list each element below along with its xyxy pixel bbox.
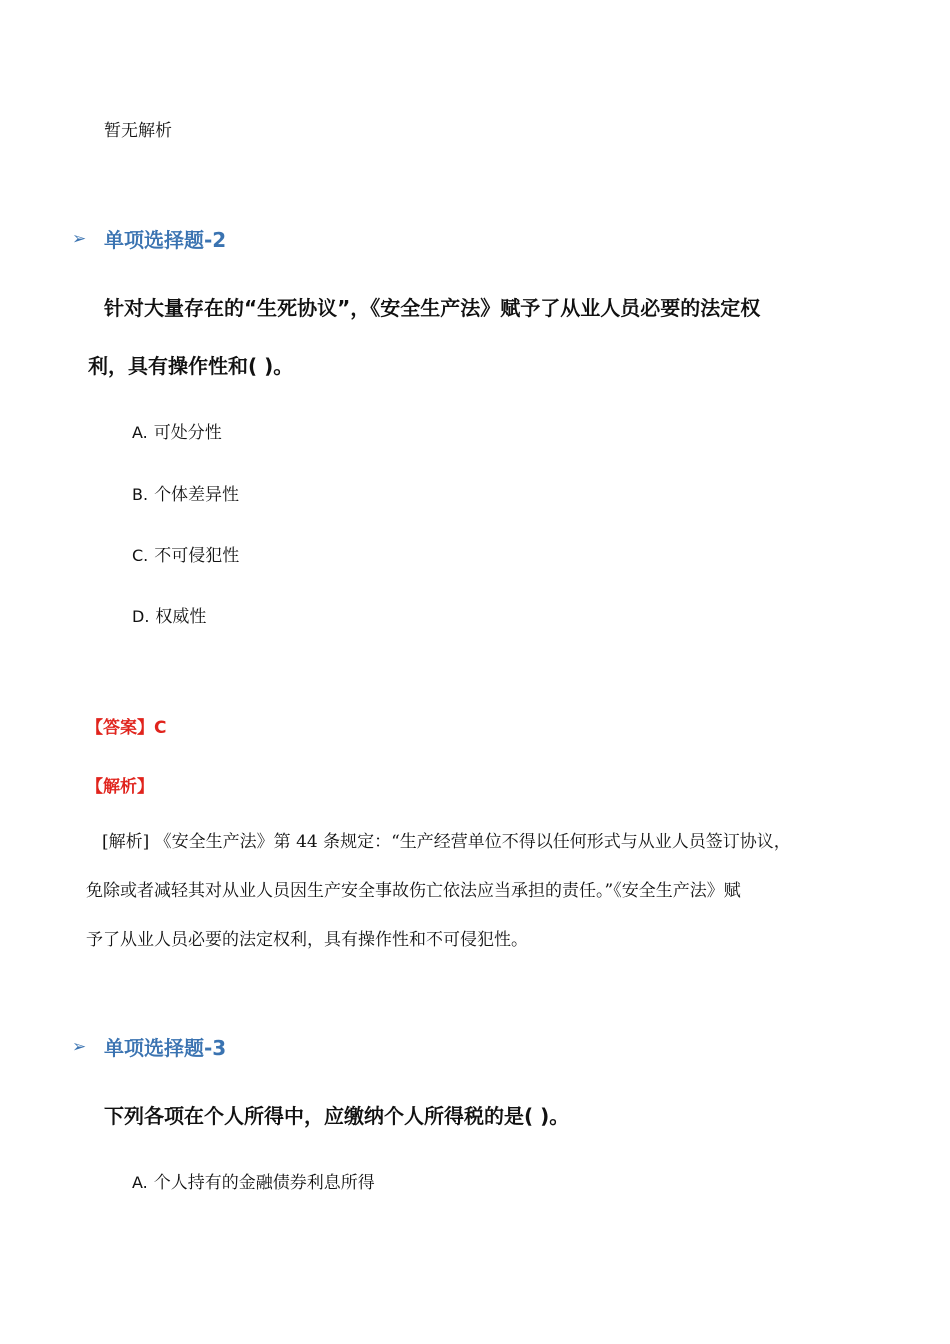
analysis-line-1: [解析] 《安全生产法》第 44 条规定：“生产经营单位不得以任何形式与从业人员签订协议， — [102, 832, 791, 852]
option-letter: A. — [132, 423, 148, 442]
option-text: 权威性 — [155, 607, 207, 627]
option-letter: B. — [132, 485, 149, 504]
previous-analysis-note: 暂无解析 — [104, 121, 172, 141]
section-heading-3 — [72, 1032, 226, 1061]
option-letter: C. — [132, 546, 149, 565]
section-heading-label: 单项选择题-2 — [104, 228, 227, 252]
option-text: 可处分性 — [153, 423, 222, 443]
option-letter: A. — [132, 1173, 148, 1192]
analysis-label: 【解析】 — [86, 777, 154, 797]
option-d — [132, 602, 206, 627]
option-letter: D. — [132, 607, 150, 626]
section-heading-label: 单项选择题-3 — [104, 1036, 227, 1060]
option-b — [132, 480, 239, 505]
option-text: 不可侵犯性 — [154, 546, 240, 566]
question-2-line-1: 针对大量存在的“生死协议”，《安全生产法》赋予了从业人员必要的法定权 — [104, 296, 761, 320]
option-a — [132, 1168, 375, 1193]
analysis-line-2: 免除或者减轻其对从业人员因生产安全事故伤亡依法应当承担的责任。”《安全生产法》赋 — [86, 881, 741, 901]
answer-label: 【答案】C — [86, 718, 167, 738]
option-text: 个人持有的金融债券利息所得 — [153, 1173, 375, 1193]
option-text: 个体差异性 — [154, 485, 240, 505]
question-2-line-2: 利，具有操作性和( )。 — [88, 354, 294, 378]
analysis-line-3: 予了从业人员必要的法定权利，具有操作性和不可侵犯性。 — [86, 930, 528, 950]
option-a — [132, 418, 222, 443]
section-heading-2 — [72, 224, 226, 253]
arrow-right-icon: ➢ — [72, 1036, 87, 1057]
arrow-right-icon: ➢ — [72, 228, 87, 249]
option-c — [132, 541, 239, 566]
question-3-line-1: 下列各项在个人所得中，应缴纳个人所得税的是( )。 — [104, 1104, 570, 1128]
